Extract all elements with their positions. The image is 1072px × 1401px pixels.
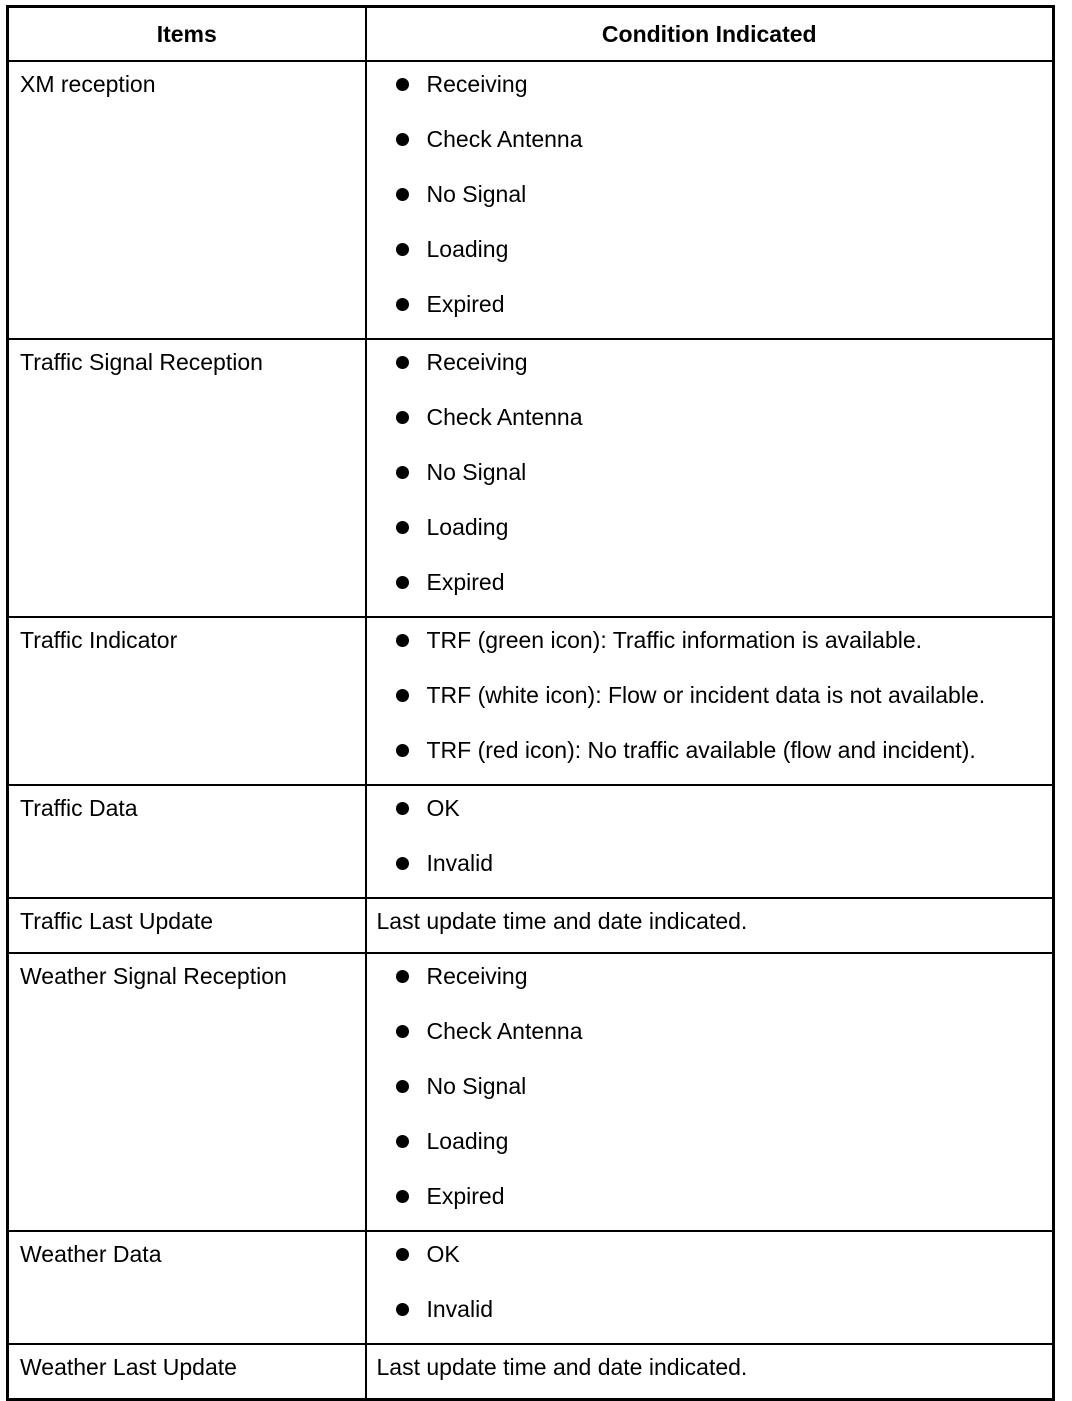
table-row [8,61,1054,339]
condition-cell [366,339,1054,617]
item-label: XM reception [20,71,156,97]
condition-text: Last update time and date indicated. [376,1354,748,1380]
condition-text: TRF (red icon): No traffic available (flow and incident). [426,737,976,763]
condition-cell [366,898,1054,953]
condition-text: Invalid [426,850,493,876]
table-row [8,1344,1054,1400]
list-item [367,459,1053,514]
bullet-icon [396,1135,409,1148]
header-condition: Condition Indicated [366,7,1054,62]
bullet-icon [396,970,409,983]
condition-text: Loading [426,514,509,540]
bullet-icon [396,634,409,647]
item-cell [8,1344,366,1400]
condition-cell [366,953,1054,1231]
item-cell [8,339,366,617]
header-row [8,7,1054,62]
list-item [367,181,1053,236]
condition-cell [366,785,1054,898]
condition-text: Check Antenna [426,1018,583,1044]
condition-text: Invalid [426,1296,493,1322]
list-item [367,1241,1053,1296]
condition-cell [366,1344,1054,1400]
item-cell [8,785,366,898]
bullet-icon [396,1025,409,1038]
condition-text: Expired [426,291,505,317]
list-item [367,349,1053,404]
item-cell [8,1231,366,1344]
bullet-icon [396,243,409,256]
condition-cell [366,1231,1054,1344]
bullet-icon [396,744,409,757]
condition-text: TRF (green icon): Traffic information is available. [426,627,923,653]
item-cell [8,953,366,1231]
bullet-icon [396,689,409,702]
bullet-icon [396,466,409,479]
list-item [367,1296,1053,1343]
list-item [367,291,1053,338]
item-label: Traffic Indicator [20,627,178,653]
list-item [367,71,1053,126]
condition-text: Expired [426,1183,505,1209]
header-items: Items [8,7,366,62]
list-item [367,682,1053,737]
list-item [367,514,1053,569]
condition-text: Loading [426,236,509,262]
list-item [367,404,1053,459]
table-row [8,617,1054,785]
item-label: Traffic Data [20,795,138,821]
item-label: Weather Last Update [20,1354,237,1380]
condition-cell [366,617,1054,785]
bullet-icon [396,411,409,424]
condition-table [6,5,1055,1401]
condition-text: OK [426,795,460,821]
list-item [367,1128,1053,1183]
list-item [367,737,1053,784]
condition-list [367,62,1053,338]
item-cell [8,617,366,785]
bullet-icon [396,1248,409,1261]
bullet-icon [396,298,409,311]
condition-text: TRF (white icon): Flow or incident data is not available. [426,682,986,708]
table-row [8,1231,1054,1344]
condition-text: Loading [426,1128,509,1154]
condition-text: Check Antenna [426,126,583,152]
condition-text: Receiving [426,963,528,989]
list-item [367,850,1053,897]
list-item [367,569,1053,616]
condition-text: No Signal [426,1073,527,1099]
bullet-icon [396,1080,409,1093]
condition-text: Check Antenna [426,404,583,430]
condition-text: No Signal [426,459,527,485]
condition-text: Last update time and date indicated. [376,908,748,934]
list-item [367,795,1053,850]
item-label: Traffic Signal Reception [20,349,263,375]
table-row [8,785,1054,898]
condition-list [367,786,1053,897]
list-item [367,1018,1053,1073]
list-item [367,627,1053,682]
condition-cell [366,61,1054,339]
condition-list [367,618,1053,784]
bullet-icon [396,133,409,146]
bullet-icon [396,857,409,870]
condition-list [367,954,1053,1230]
condition-list [367,1232,1053,1343]
item-cell [8,61,366,339]
bullet-icon [396,576,409,589]
list-item [367,963,1053,1018]
table-row [8,339,1054,617]
bullet-icon [396,802,409,815]
list-item [367,1183,1053,1230]
bullet-icon [396,1190,409,1203]
item-label: Weather Data [20,1241,162,1267]
item-label: Traffic Last Update [20,908,214,934]
condition-text: Receiving [426,349,528,375]
item-label: Weather Signal Reception [20,963,287,989]
list-item [367,1073,1053,1128]
bullet-icon [396,188,409,201]
list-item [367,126,1053,181]
condition-text: Expired [426,569,505,595]
bullet-icon [396,78,409,91]
bullet-icon [396,356,409,369]
item-cell [8,898,366,953]
bullet-icon [396,521,409,534]
condition-list [367,340,1053,616]
condition-text: No Signal [426,181,527,207]
list-item [367,236,1053,291]
condition-text: OK [426,1241,460,1267]
table-row [8,953,1054,1231]
table-row [8,898,1054,953]
bullet-icon [396,1303,409,1316]
condition-text: Receiving [426,71,528,97]
